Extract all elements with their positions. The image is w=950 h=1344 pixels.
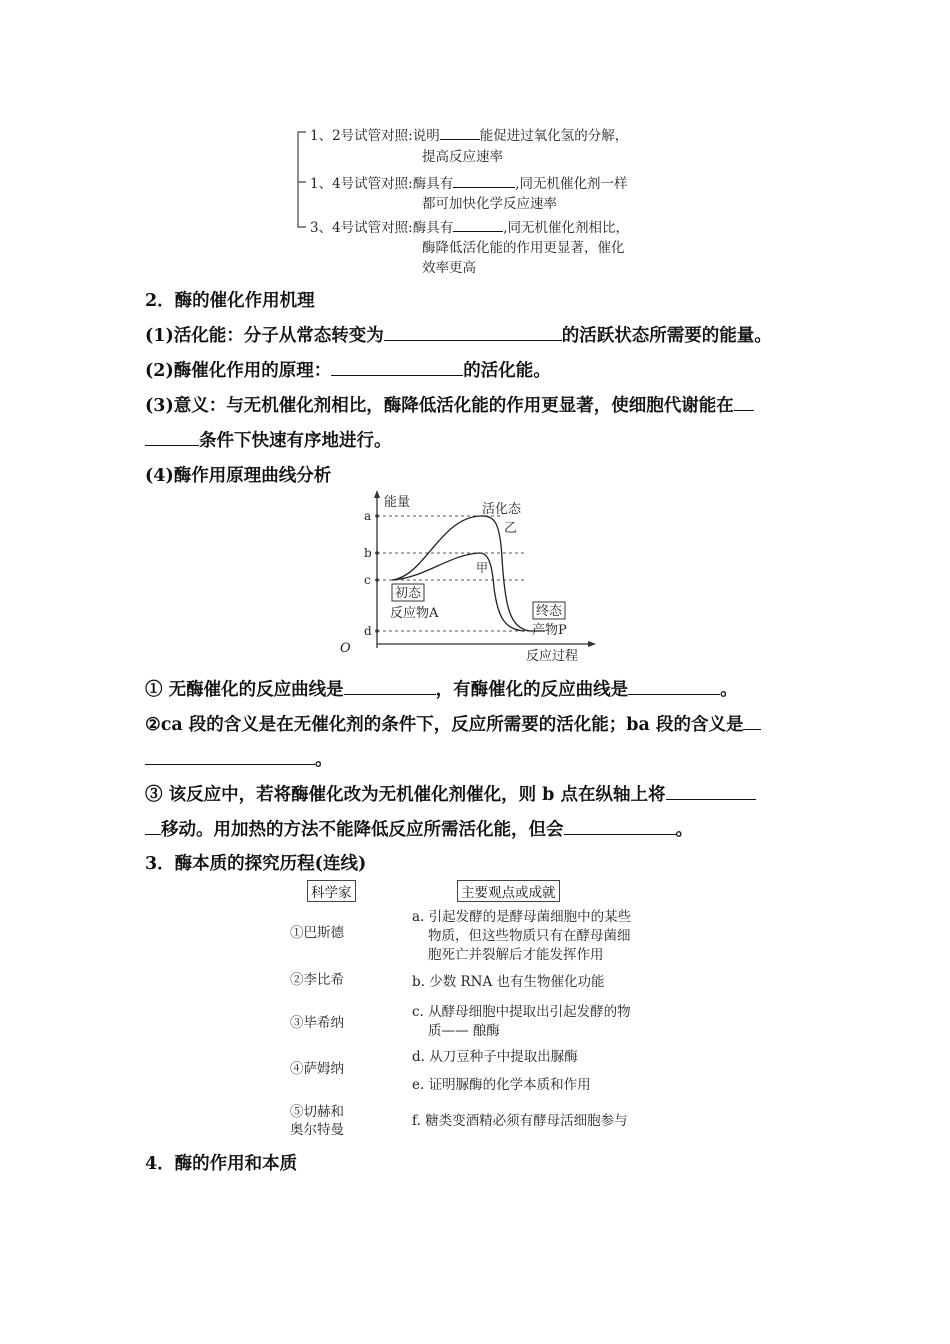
- column-header-achievement: 主要观点或成就: [457, 880, 560, 902]
- blank: [145, 747, 315, 765]
- peak-label: 活化态: [482, 502, 522, 517]
- blank: [734, 393, 754, 411]
- section-3-heading: 3．酶本质的探究历程(连线): [145, 854, 367, 874]
- x-axis-arrow: [588, 641, 596, 647]
- blank: [564, 817, 676, 835]
- blank: [743, 712, 761, 730]
- paragraph-curve-analysis: (4)酶作用原理曲线分析: [145, 466, 332, 486]
- bracket-row-3: 3、4号试管对照:酶具有 ,同无机催化剂相比，: [310, 220, 630, 236]
- question-3-cont: 移动。用加热的方法不能降低反应所需活化能，但会 。: [145, 816, 693, 841]
- start-box-label: 初态: [395, 586, 422, 601]
- scientist-pasteur[interactable]: ①巴斯德: [290, 925, 344, 941]
- tick-dot-c: [375, 578, 379, 582]
- column-header-scientist: 科学家: [307, 880, 356, 902]
- end-box-label: 终态: [536, 604, 563, 619]
- bracket-row-3-cont2: 效率更高: [422, 260, 476, 276]
- scientist-buchner[interactable]: ③毕希纳: [290, 1015, 344, 1031]
- achievement-a-cont2: 胞死亡并裂解后才能发挥作用: [428, 947, 604, 963]
- blank: [666, 782, 756, 800]
- x-axis-label: 反应过程: [526, 649, 579, 664]
- tick-dot-d: [375, 629, 379, 633]
- blank: [384, 323, 562, 341]
- blank: [453, 174, 515, 188]
- scientist-cech[interactable]: ⑤切赫和: [290, 1104, 344, 1120]
- paragraph-principle: (2)酶催化作用的原理： 的活化能。: [145, 357, 551, 382]
- tick-label-a: a: [364, 509, 372, 523]
- paragraph-significance: (3)意义：与无机催化剂相比，酶降低活化能的作用更显著，使细胞代谢能在: [145, 392, 754, 417]
- energy-graph: [330, 488, 600, 664]
- y-axis-arrow: [374, 490, 380, 498]
- bracket-row-1: 1、2号试管对照:说明 能促进过氧化氢的分解，: [310, 128, 629, 144]
- blank: [440, 126, 480, 140]
- achievement-c-cont: 质—— 酿酶: [428, 1023, 500, 1039]
- achievement-a[interactable]: a. 引起发酵的是酵母菌细胞中的某些: [412, 909, 632, 925]
- paragraph-significance-cont: 条件下快速有序地进行。: [145, 427, 392, 452]
- blank: [145, 428, 199, 446]
- question-1: ① 无酶催化的反应曲线是 ，有酶催化的反应曲线是 。: [145, 676, 738, 701]
- question-3: ③ 该反应中，若将酶催化改为无机催化剂催化，则 b 点在纵轴上将: [145, 781, 756, 806]
- section-2-heading: 2．酶的催化作用机理: [145, 291, 315, 311]
- achievement-e[interactable]: e. 证明脲酶的化学本质和作用: [412, 1077, 591, 1093]
- scientist-altman: 奥尔特曼: [290, 1122, 344, 1138]
- tick-dot-a: [375, 514, 379, 518]
- scientist-liebig[interactable]: ②李比希: [290, 972, 344, 988]
- achievement-b[interactable]: b. 少数 RNA 也有生物催化功能: [412, 974, 605, 990]
- blank: [453, 218, 503, 232]
- question-2: ②ca 段的含义是在无催化剂的条件下，反应所需要的活化能；ba 段的含义是: [145, 711, 761, 736]
- reactant-label: 反应物A: [390, 606, 439, 621]
- tick-dot-b: [375, 551, 379, 555]
- bracket-row-1-cont: 提高反应速率: [422, 149, 503, 165]
- curve-jia-label: 甲: [476, 561, 489, 575]
- scientist-sumner[interactable]: ④萨姆纳: [290, 1061, 344, 1077]
- blank: [344, 677, 436, 695]
- y-axis-label: 能量: [384, 495, 411, 510]
- achievement-d[interactable]: d. 从刀豆种子中提取出脲酶: [412, 1049, 578, 1065]
- question-2-cont: 。: [145, 746, 333, 771]
- tick-label-b: b: [364, 546, 372, 560]
- bracket-row-3-cont: 酶降低活化能的作用更显著，催化: [422, 240, 625, 256]
- blank: [331, 358, 463, 376]
- achievement-c[interactable]: c. 从酵母细胞中提取出引起发酵的物: [412, 1004, 631, 1020]
- curve-yi-label: 乙: [504, 521, 518, 536]
- blank: [145, 817, 161, 835]
- achievement-f[interactable]: f. 糖类变酒精必须有酵母活细胞参与: [412, 1113, 628, 1129]
- section-4-heading: 4．酶的作用和本质: [145, 1154, 298, 1174]
- tick-label-c: c: [364, 573, 371, 587]
- bracket-row-2: 1、4号试管对照:酶具有 ,同无机催化剂一样: [310, 176, 628, 192]
- tick-label-d: d: [364, 624, 372, 638]
- product-label: 产物P: [532, 623, 567, 638]
- blank: [628, 677, 720, 695]
- achievement-a-cont: 物质，但这些物质只有在酵母菌细: [428, 928, 631, 944]
- paragraph-activation-energy: (1)活化能：分子从常态转变为 的活跃状态所需要的能量。: [145, 322, 772, 347]
- origin-label: O: [340, 641, 351, 656]
- bracket-row-2-cont: 都可加快化学反应速率: [422, 196, 557, 212]
